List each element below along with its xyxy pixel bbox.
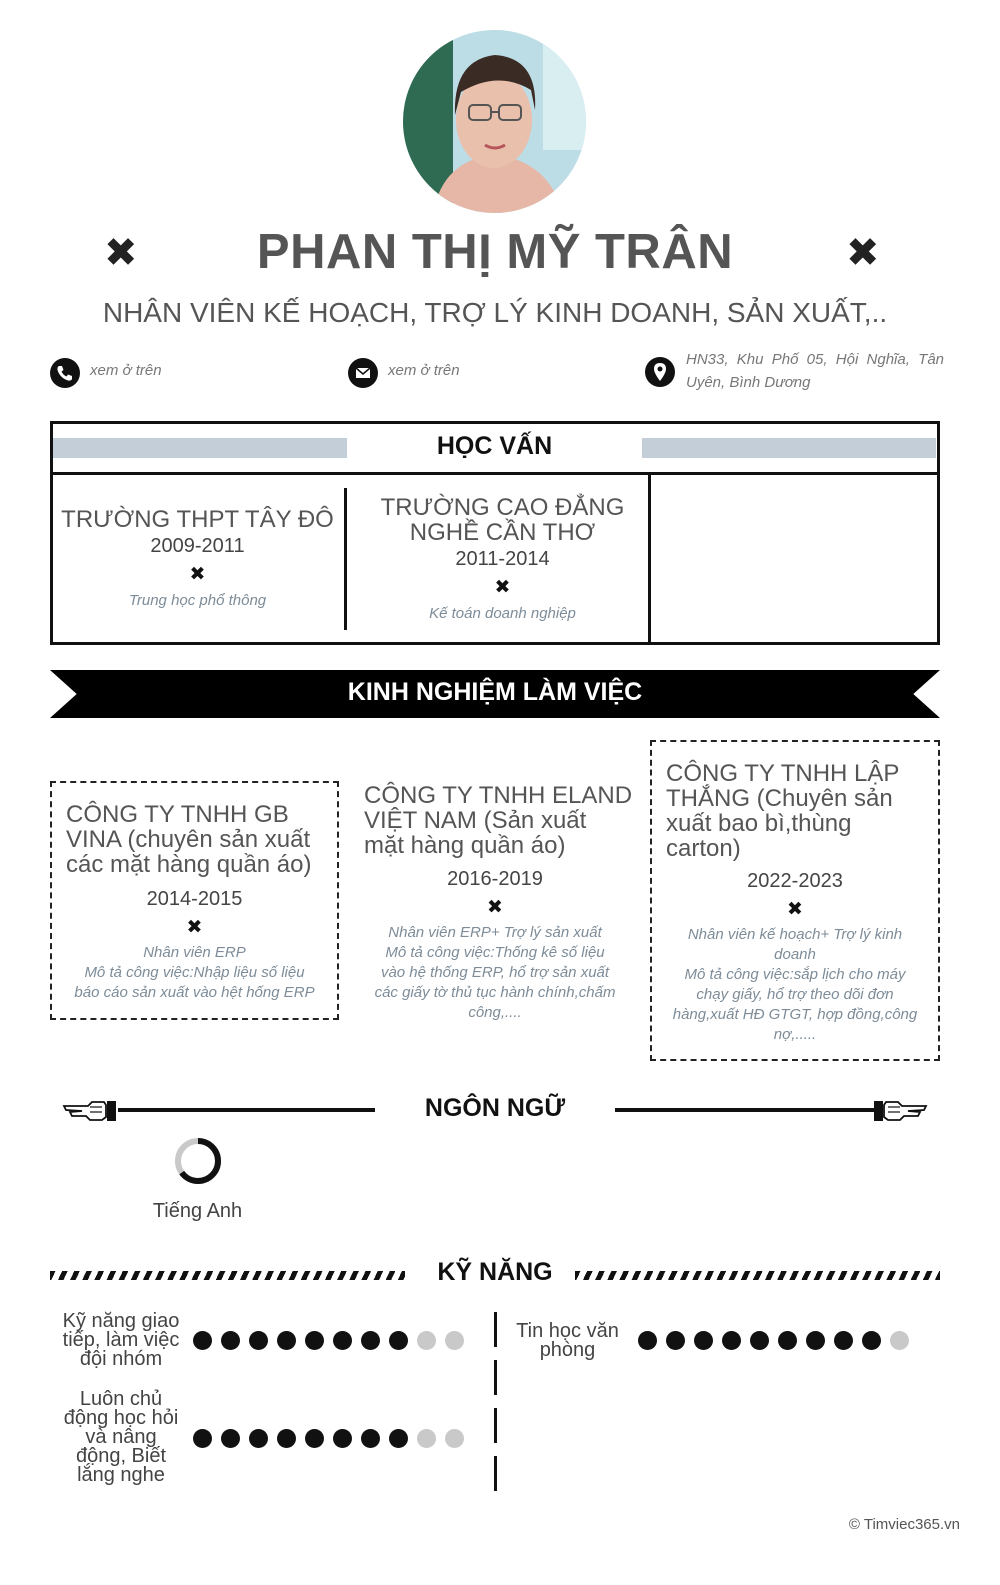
company-line: mặt hàng quần áo) (364, 832, 566, 859)
experience-years: 2014-2015 (146, 888, 243, 910)
experience-x-icon: ✖ (186, 916, 203, 938)
skills-rule-right (575, 1271, 940, 1280)
candidate-name: PHAN THỊ MỸ TRÂN (256, 225, 734, 279)
skills-column-divider (494, 1408, 497, 1443)
skill-rating (193, 1331, 464, 1350)
company-line: các mặt hàng quần áo) (66, 851, 312, 878)
skill-dot-filled (193, 1429, 212, 1448)
experience-years: 2016-2019 (447, 868, 543, 890)
skill-label-line: phòng (539, 1339, 596, 1361)
experience-description (350, 923, 640, 1023)
education-x-icon: ✖ (494, 576, 511, 598)
description-line: nợ,..... (773, 1026, 817, 1043)
footer-copyright: © Timviec365.vn (848, 1516, 960, 1533)
language-level-ring (173, 1136, 223, 1191)
profile-photo (403, 30, 586, 213)
address-line-1: HN33, Khu Phố 05, Hội Nghĩa, Tân (686, 351, 944, 368)
education-x-icon: ✖ (189, 563, 206, 585)
skill-label-line: động, Biết (75, 1445, 167, 1467)
skill-dot-filled (333, 1331, 352, 1350)
skills-rule-left (50, 1271, 405, 1280)
description-line: báo cáo sản xuất vào hệt hống ERP (74, 984, 315, 1001)
language-rule-right (615, 1108, 875, 1112)
skill-dot-filled (277, 1429, 296, 1448)
skill-label-line: tiếp, làm việc (62, 1329, 180, 1351)
company-line: carton) (666, 835, 741, 862)
education-column-divider (344, 488, 347, 630)
skill-dot-filled (806, 1331, 825, 1350)
experience-years: 2022-2023 (747, 870, 843, 892)
skill-dot-filled (361, 1331, 380, 1350)
skill-rating (638, 1331, 909, 1350)
company-line: THẮNG (Chuyên sản (666, 785, 893, 812)
company-line: VIỆT NAM (Sản xuất (364, 807, 587, 834)
skill-dot-empty (890, 1331, 909, 1350)
experience-x-icon: ✖ (487, 896, 503, 918)
skill-dot-filled (305, 1429, 324, 1448)
skills-column-divider (494, 1360, 497, 1395)
skill-dot-filled (750, 1331, 769, 1350)
skill-dot-filled (249, 1429, 268, 1448)
skill-dot-filled (193, 1331, 212, 1350)
skill-dot-empty (417, 1331, 436, 1350)
skill-label-line: lắng nghe (77, 1464, 165, 1486)
skill-dot-filled (249, 1331, 268, 1350)
email-text: xem ở trên (388, 362, 460, 379)
description-line: Mô tả công việc:sắp lịch cho máy (684, 966, 906, 983)
skill-label (55, 1390, 187, 1485)
skill-dot-filled (666, 1331, 685, 1350)
pointing-hand-left-icon (62, 1097, 120, 1130)
profile-photo-drawing (403, 30, 586, 213)
description-line: Mô tả công việc:Thống kê số liệu (385, 944, 605, 961)
skill-dot-filled (221, 1331, 240, 1350)
phone-icon (50, 358, 80, 388)
education-title-bar-right (642, 438, 936, 458)
experience-company (666, 761, 931, 861)
company-line: xuất bao bì,thùng (666, 810, 852, 837)
description-line: Nhân viên ERP+ Trợ lý sản xuất (388, 924, 602, 941)
skill-dot-filled (333, 1429, 352, 1448)
pointing-hand-right-icon (870, 1097, 928, 1130)
education-title: HỌC VẤN (436, 432, 553, 460)
experience-description (652, 925, 938, 1045)
decor-x-left-icon: ✖ (104, 230, 138, 276)
description-line: công,.... (468, 1004, 522, 1021)
company-line: CÔNG TY TNHH GB (66, 801, 289, 828)
experience-title: KINH NGHIỆM LÀM VIỆC (347, 678, 643, 706)
skill-label-line: Tin học văn (516, 1320, 619, 1342)
skill-label-line: và nâng (85, 1426, 157, 1448)
skill-dot-filled (389, 1331, 408, 1350)
skill-label (55, 1312, 187, 1369)
experience-company (364, 783, 634, 858)
skill-dot-empty (445, 1429, 464, 1448)
job-title: NHÂN VIÊN KẾ HOẠCH, TRỢ LÝ KINH DOANH, SẢN XUẤT,.. (102, 297, 888, 328)
skill-label-line: Kỹ năng giao (62, 1310, 180, 1332)
education-years: 2011-2014 (455, 548, 550, 570)
skill-dot-filled (361, 1429, 380, 1448)
experience-company (66, 802, 331, 877)
description-line: Mô tả công việc:Nhập liệu số liệu (84, 964, 305, 981)
experience-description (52, 943, 337, 1003)
education-major: Kế toán doanh nghiệp (429, 605, 576, 622)
skill-dot-filled (694, 1331, 713, 1350)
skill-dot-filled (722, 1331, 741, 1350)
skill-dot-empty (417, 1429, 436, 1448)
education-school: NGHỀ CẦN THƠ (409, 519, 596, 546)
skill-dot-empty (445, 1331, 464, 1350)
address-line-2: Uyên, Bình Dương (686, 374, 811, 391)
skill-dot-filled (778, 1331, 797, 1350)
skill-label (505, 1322, 630, 1360)
language-title: NGÔN NGỮ (424, 1094, 566, 1122)
education-divider (50, 472, 940, 475)
skill-label-line: đội nhóm (79, 1348, 163, 1370)
location-icon (645, 357, 675, 387)
skill-dot-filled (862, 1331, 881, 1350)
company-line: CÔNG TY TNHH LẬP (666, 760, 900, 787)
skill-dot-filled (638, 1331, 657, 1350)
description-line: các giấy tờ thủ tục hành chính,chấm (374, 984, 616, 1001)
skill-dot-filled (221, 1429, 240, 1448)
phone-text: xem ở trên (90, 362, 162, 379)
description-line: hàng,xuất HĐ GTGT, hợp đồng,công (672, 1006, 918, 1023)
education-school: TRƯỜNG THPT TÂY ĐÔ (61, 506, 334, 533)
email-icon (348, 358, 378, 388)
education-school: TRƯỜNG CAO ĐẲNG (380, 494, 625, 521)
description-line: chạy giấy, hổ trợ theo dõi đơn (696, 986, 894, 1003)
description-line: vào hệ thống ERP, hổ trợ sản xuất (380, 964, 610, 981)
skills-column-divider (494, 1456, 497, 1491)
skill-dot-filled (834, 1331, 853, 1350)
language-rule-left (118, 1108, 375, 1112)
skill-dot-filled (305, 1331, 324, 1350)
skill-dot-filled (389, 1429, 408, 1448)
experience-x-icon: ✖ (787, 898, 803, 920)
skill-label-line: Luôn chủ (79, 1388, 163, 1410)
skills-column-divider (494, 1312, 497, 1347)
language-name: Tiếng Anh (152, 1200, 243, 1222)
description-line: doanh (774, 946, 816, 963)
skills-title: KỸ NĂNG (437, 1258, 553, 1286)
skill-label-line: động học hỏi (63, 1407, 179, 1429)
skill-rating (193, 1429, 464, 1448)
company-line: CÔNG TY TNHH ELAND (364, 782, 633, 809)
company-line: VINA (chuyên sản xuất (66, 826, 311, 853)
education-years: 2009-2011 (150, 535, 245, 557)
description-line: Nhân viên ERP (143, 944, 246, 961)
skill-dot-filled (277, 1331, 296, 1350)
education-title-bar-left (53, 438, 347, 458)
decor-x-right-icon: ✖ (846, 230, 880, 276)
description-line: Nhân viên kế hoạch+ Trợ lý kinh (687, 926, 903, 943)
education-major: Trung học phổ thông (128, 592, 267, 609)
